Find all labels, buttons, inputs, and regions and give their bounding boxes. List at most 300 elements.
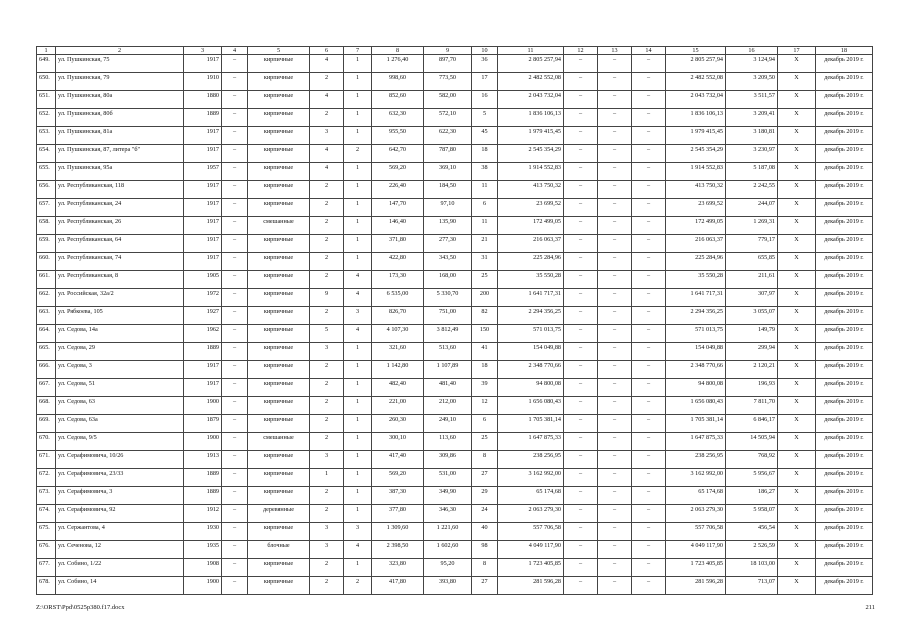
date-cell: декабрь 2019 г. xyxy=(816,415,873,433)
cost-total-cell: 154 049,88 xyxy=(666,343,726,361)
col12-cell: – xyxy=(564,397,598,415)
date-cell: декабрь 2019 г. xyxy=(816,487,873,505)
col12-cell: – xyxy=(564,109,598,127)
address-cell: ул. Республиканская, 64 xyxy=(56,235,184,253)
floors-cell: 9 xyxy=(310,289,344,307)
year-cell: 1962 xyxy=(184,325,222,343)
address-cell: ул. Седова, 63а xyxy=(56,415,184,433)
area-living-cell: 369,10 xyxy=(424,163,472,181)
rate-cell: 196,93 xyxy=(726,379,778,397)
cost-total-cell: 23 699,52 xyxy=(666,199,726,217)
col12-cell: – xyxy=(564,487,598,505)
area-total-cell: 826,70 xyxy=(372,307,424,325)
address-cell: ул. Сеченова, 12 xyxy=(56,541,184,559)
residents-cell: 5 xyxy=(472,109,498,127)
col17-cell: Х xyxy=(778,469,816,487)
address-cell: ул. Седова, 63 xyxy=(56,397,184,415)
col13-cell: – xyxy=(598,523,632,541)
area-living-cell: 97,10 xyxy=(424,199,472,217)
residents-cell: 150 xyxy=(472,325,498,343)
floors-cell: 2 xyxy=(310,73,344,91)
area-total-cell: 147,70 xyxy=(372,199,424,217)
row-number: 651. xyxy=(37,91,56,109)
cost-total-cell: 4 049 117,90 xyxy=(666,541,726,559)
cost-cell: 557 706,58 xyxy=(498,523,564,541)
rate-cell: 5 187,08 xyxy=(726,163,778,181)
material-cell: кирпичные xyxy=(248,325,310,343)
area-total-cell: 387,30 xyxy=(372,487,424,505)
col7-cell: 1 xyxy=(344,451,372,469)
row-number: 662. xyxy=(37,289,56,307)
rate-cell: 211,61 xyxy=(726,271,778,289)
col17-cell: Х xyxy=(778,271,816,289)
date-cell: декабрь 2019 г. xyxy=(816,253,873,271)
cost-total-cell: 1 705 381,14 xyxy=(666,415,726,433)
col14-cell: – xyxy=(632,451,666,469)
col12-cell: – xyxy=(564,451,598,469)
col12-cell: – xyxy=(564,217,598,235)
col13-cell: – xyxy=(598,127,632,145)
col13-cell: – xyxy=(598,433,632,451)
address-cell: ул. Пушкинская, 81а xyxy=(56,127,184,145)
residents-cell: 18 xyxy=(472,145,498,163)
date-cell: декабрь 2019 г. xyxy=(816,361,873,379)
floors-cell: 2 xyxy=(310,307,344,325)
year-cell: 1972 xyxy=(184,289,222,307)
cost-cell: 216 063,37 xyxy=(498,235,564,253)
table-row xyxy=(37,199,873,217)
area-living-cell: 897,70 xyxy=(424,55,472,73)
row-number: 649. xyxy=(37,55,56,73)
address-cell: ул. Пушкинская, 79 xyxy=(56,73,184,91)
table-row xyxy=(37,361,873,379)
date-cell: декабрь 2019 г. xyxy=(816,469,873,487)
cost-cell: 154 049,88 xyxy=(498,343,564,361)
rate-cell: 14 505,94 xyxy=(726,433,778,451)
col17-cell: Х xyxy=(778,181,816,199)
date-cell: декабрь 2019 г. xyxy=(816,451,873,469)
col13-cell: – xyxy=(598,55,632,73)
col13-cell: – xyxy=(598,73,632,91)
col12-cell: – xyxy=(564,181,598,199)
col13-cell: – xyxy=(598,253,632,271)
material-cell: кирпичные xyxy=(248,307,310,325)
area-living-cell: 249,10 xyxy=(424,415,472,433)
table-row xyxy=(37,505,873,523)
residents-cell: 18 xyxy=(472,361,498,379)
col13-cell: – xyxy=(598,199,632,217)
column-header: 11 xyxy=(498,47,564,55)
cost-cell: 2 063 279,30 xyxy=(498,505,564,523)
year-cell: 1917 xyxy=(184,253,222,271)
table-row xyxy=(37,127,873,145)
year-cell: 1917 xyxy=(184,145,222,163)
table-row xyxy=(37,307,873,325)
col17-cell: Х xyxy=(778,451,816,469)
col17-cell: Х xyxy=(778,343,816,361)
floors-cell: 2 xyxy=(310,559,344,577)
cost-cell: 2 805 257,94 xyxy=(498,55,564,73)
date-cell: декабрь 2019 г. xyxy=(816,145,873,163)
address-cell: ул. Серафимовича, 10/26 xyxy=(56,451,184,469)
col12-cell: – xyxy=(564,433,598,451)
floors-cell: 1 xyxy=(310,469,344,487)
col7-cell: 4 xyxy=(344,289,372,307)
table-row xyxy=(37,181,873,199)
cost-total-cell: 281 596,28 xyxy=(666,577,726,595)
year-cell: 1905 xyxy=(184,271,222,289)
column-header: 1 xyxy=(37,47,56,55)
col4-cell: – xyxy=(222,145,248,163)
cost-cell: 281 596,28 xyxy=(498,577,564,595)
area-living-cell: 531,00 xyxy=(424,469,472,487)
col13-cell: – xyxy=(598,343,632,361)
column-header: 17 xyxy=(778,47,816,55)
area-total-cell: 852,60 xyxy=(372,91,424,109)
date-cell: декабрь 2019 г. xyxy=(816,73,873,91)
register-table xyxy=(36,46,873,595)
area-living-cell: 212,00 xyxy=(424,397,472,415)
date-cell: декабрь 2019 г. xyxy=(816,397,873,415)
area-living-cell: 346,30 xyxy=(424,505,472,523)
col14-cell: – xyxy=(632,199,666,217)
cost-total-cell: 571 013,75 xyxy=(666,325,726,343)
col7-cell: 1 xyxy=(344,55,372,73)
col17-cell: Х xyxy=(778,361,816,379)
area-total-cell: 377,80 xyxy=(372,505,424,523)
cost-total-cell: 1 836 106,13 xyxy=(666,109,726,127)
area-living-cell: 343,50 xyxy=(424,253,472,271)
area-total-cell: 632,30 xyxy=(372,109,424,127)
col12-cell: – xyxy=(564,55,598,73)
col4-cell: – xyxy=(222,271,248,289)
table-row xyxy=(37,541,873,559)
cost-total-cell: 1 914 552,83 xyxy=(666,163,726,181)
residents-cell: 38 xyxy=(472,163,498,181)
material-cell: кирпичные xyxy=(248,577,310,595)
table-row xyxy=(37,379,873,397)
row-number: 658. xyxy=(37,217,56,235)
col14-cell: – xyxy=(632,379,666,397)
col17-cell: Х xyxy=(778,289,816,307)
table-row xyxy=(37,145,873,163)
material-cell: блочные xyxy=(248,541,310,559)
date-cell: декабрь 2019 г. xyxy=(816,325,873,343)
col17-cell: Х xyxy=(778,145,816,163)
col4-cell: – xyxy=(222,127,248,145)
col17-cell: Х xyxy=(778,415,816,433)
material-cell: кирпичные xyxy=(248,343,310,361)
col7-cell: 1 xyxy=(344,469,372,487)
cost-cell: 225 284,96 xyxy=(498,253,564,271)
date-cell: декабрь 2019 г. xyxy=(816,379,873,397)
cost-total-cell: 1 656 080,43 xyxy=(666,397,726,415)
date-cell: декабрь 2019 г. xyxy=(816,289,873,307)
year-cell: 1930 xyxy=(184,523,222,541)
col12-cell: – xyxy=(564,163,598,181)
area-total-cell: 1 309,60 xyxy=(372,523,424,541)
address-cell: ул. Седова, 9/5 xyxy=(56,433,184,451)
col17-cell: Х xyxy=(778,91,816,109)
residents-cell: 17 xyxy=(472,73,498,91)
floors-cell: 3 xyxy=(310,343,344,361)
col12-cell: – xyxy=(564,343,598,361)
col12-cell: – xyxy=(564,73,598,91)
table-row xyxy=(37,253,873,271)
col4-cell: – xyxy=(222,415,248,433)
col4-cell: – xyxy=(222,325,248,343)
date-cell: декабрь 2019 г. xyxy=(816,577,873,595)
area-total-cell: 569,20 xyxy=(372,163,424,181)
cost-total-cell: 413 750,32 xyxy=(666,181,726,199)
rate-cell: 3 055,07 xyxy=(726,307,778,325)
rate-cell: 244,07 xyxy=(726,199,778,217)
col7-cell: 1 xyxy=(344,181,372,199)
column-header: 12 xyxy=(564,47,598,55)
col14-cell: – xyxy=(632,361,666,379)
rate-cell: 307,97 xyxy=(726,289,778,307)
area-living-cell: 751,00 xyxy=(424,307,472,325)
col14-cell: – xyxy=(632,325,666,343)
residents-cell: 25 xyxy=(472,433,498,451)
floors-cell: 5 xyxy=(310,325,344,343)
address-cell: ул. Республиканская, 26 xyxy=(56,217,184,235)
cost-cell: 2 348 770,66 xyxy=(498,361,564,379)
col7-cell: 1 xyxy=(344,73,372,91)
material-cell: кирпичные xyxy=(248,469,310,487)
col4-cell: – xyxy=(222,73,248,91)
material-cell: кирпичные xyxy=(248,73,310,91)
residents-cell: 11 xyxy=(472,217,498,235)
table-row xyxy=(37,487,873,505)
cost-cell: 1 723 405,85 xyxy=(498,559,564,577)
address-cell: ул. Российская, 32а/2 xyxy=(56,289,184,307)
year-cell: 1917 xyxy=(184,379,222,397)
col17-cell: Х xyxy=(778,127,816,145)
material-cell: кирпичные xyxy=(248,415,310,433)
area-living-cell: 135,90 xyxy=(424,217,472,235)
cost-cell: 94 800,08 xyxy=(498,379,564,397)
col14-cell: – xyxy=(632,109,666,127)
col4-cell: – xyxy=(222,199,248,217)
floors-cell: 3 xyxy=(310,127,344,145)
col7-cell: 1 xyxy=(344,397,372,415)
floors-cell: 3 xyxy=(310,451,344,469)
col17-cell: Х xyxy=(778,109,816,127)
table-row xyxy=(37,397,873,415)
rate-cell: 3 511,57 xyxy=(726,91,778,109)
table-row xyxy=(37,451,873,469)
cost-total-cell: 65 174,68 xyxy=(666,487,726,505)
floors-cell: 2 xyxy=(310,379,344,397)
rate-cell: 1 269,31 xyxy=(726,217,778,235)
floors-cell: 2 xyxy=(310,415,344,433)
col4-cell: – xyxy=(222,217,248,235)
col13-cell: – xyxy=(598,379,632,397)
area-total-cell: 260,30 xyxy=(372,415,424,433)
col4-cell: – xyxy=(222,253,248,271)
row-number: 656. xyxy=(37,181,56,199)
cost-total-cell: 2 348 770,66 xyxy=(666,361,726,379)
area-living-cell: 113,60 xyxy=(424,433,472,451)
col14-cell: – xyxy=(632,73,666,91)
rate-cell: 5 958,07 xyxy=(726,505,778,523)
table-row xyxy=(37,523,873,541)
rate-cell: 2 242,55 xyxy=(726,181,778,199)
col4-cell: – xyxy=(222,289,248,307)
area-total-cell: 4 107,30 xyxy=(372,325,424,343)
residents-cell: 8 xyxy=(472,559,498,577)
table-row xyxy=(37,235,873,253)
col17-cell: Х xyxy=(778,541,816,559)
row-number: 670. xyxy=(37,433,56,451)
date-cell: декабрь 2019 г. xyxy=(816,523,873,541)
row-number: 674. xyxy=(37,505,56,523)
col12-cell: – xyxy=(564,523,598,541)
col12-cell: – xyxy=(564,145,598,163)
col13-cell: – xyxy=(598,289,632,307)
row-number: 655. xyxy=(37,163,56,181)
table-row xyxy=(37,163,873,181)
cost-cell: 1 914 552,83 xyxy=(498,163,564,181)
area-living-cell: 168,00 xyxy=(424,271,472,289)
rate-cell: 7 811,70 xyxy=(726,397,778,415)
col7-cell: 1 xyxy=(344,433,372,451)
floors-cell: 2 xyxy=(310,433,344,451)
col4-cell: – xyxy=(222,163,248,181)
year-cell: 1917 xyxy=(184,199,222,217)
col14-cell: – xyxy=(632,271,666,289)
col4-cell: – xyxy=(222,397,248,415)
col14-cell: – xyxy=(632,55,666,73)
date-cell: декабрь 2019 г. xyxy=(816,163,873,181)
cost-cell: 413 750,32 xyxy=(498,181,564,199)
cost-total-cell: 216 063,37 xyxy=(666,235,726,253)
residents-cell: 39 xyxy=(472,379,498,397)
area-living-cell: 277,30 xyxy=(424,235,472,253)
column-header: 9 xyxy=(424,47,472,55)
floors-cell: 2 xyxy=(310,109,344,127)
address-cell: ул. Серафимовича, 23/33 xyxy=(56,469,184,487)
residents-cell: 29 xyxy=(472,487,498,505)
address-cell: ул. Седова, 3 xyxy=(56,361,184,379)
col12-cell: – xyxy=(564,415,598,433)
year-cell: 1917 xyxy=(184,235,222,253)
col14-cell: – xyxy=(632,397,666,415)
col4-cell: – xyxy=(222,91,248,109)
residents-cell: 11 xyxy=(472,181,498,199)
residents-cell: 31 xyxy=(472,253,498,271)
col13-cell: – xyxy=(598,181,632,199)
col12-cell: – xyxy=(564,541,598,559)
area-total-cell: 221,00 xyxy=(372,397,424,415)
floors-cell: 2 xyxy=(310,577,344,595)
row-number: 664. xyxy=(37,325,56,343)
col7-cell: 1 xyxy=(344,487,372,505)
year-cell: 1889 xyxy=(184,343,222,361)
year-cell: 1889 xyxy=(184,469,222,487)
col14-cell: – xyxy=(632,253,666,271)
address-cell: ул. Пушкинская, 80б xyxy=(56,109,184,127)
residents-cell: 6 xyxy=(472,415,498,433)
cost-cell: 1 979 415,45 xyxy=(498,127,564,145)
table-row xyxy=(37,271,873,289)
column-header: 8 xyxy=(372,47,424,55)
cost-total-cell: 2 063 279,30 xyxy=(666,505,726,523)
col14-cell: – xyxy=(632,541,666,559)
col4-cell: – xyxy=(222,343,248,361)
cost-total-cell: 1 641 717,31 xyxy=(666,289,726,307)
rate-cell: 18 103,00 xyxy=(726,559,778,577)
col12-cell: – xyxy=(564,199,598,217)
cost-total-cell: 2 294 356,25 xyxy=(666,307,726,325)
cost-total-cell: 1 723 405,85 xyxy=(666,559,726,577)
rate-cell: 299,94 xyxy=(726,343,778,361)
row-number: 660. xyxy=(37,253,56,271)
floors-cell: 2 xyxy=(310,235,344,253)
cost-cell: 1 647 875,33 xyxy=(498,433,564,451)
col14-cell: – xyxy=(632,415,666,433)
residents-cell: 36 xyxy=(472,55,498,73)
col7-cell: 1 xyxy=(344,217,372,235)
floors-cell: 3 xyxy=(310,541,344,559)
col12-cell: – xyxy=(564,235,598,253)
year-cell: 1912 xyxy=(184,505,222,523)
area-living-cell: 1 221,60 xyxy=(424,523,472,541)
col12-cell: – xyxy=(564,325,598,343)
cost-total-cell: 557 706,58 xyxy=(666,523,726,541)
material-cell: смешанные xyxy=(248,217,310,235)
address-cell: ул. Серафимовича, 92 xyxy=(56,505,184,523)
area-total-cell: 1 142,80 xyxy=(372,361,424,379)
material-cell: кирпичные xyxy=(248,91,310,109)
cost-total-cell: 1 647 875,33 xyxy=(666,433,726,451)
table-row xyxy=(37,415,873,433)
column-header: 3 xyxy=(184,47,222,55)
area-total-cell: 482,40 xyxy=(372,379,424,397)
address-cell: ул. Пушкинская, 95а xyxy=(56,163,184,181)
col7-cell: 1 xyxy=(344,505,372,523)
column-header: 2 xyxy=(56,47,184,55)
col4-cell: – xyxy=(222,235,248,253)
row-number: 652. xyxy=(37,109,56,127)
col13-cell: – xyxy=(598,541,632,559)
residents-cell: 6 xyxy=(472,199,498,217)
area-total-cell: 642,70 xyxy=(372,145,424,163)
col7-cell: 3 xyxy=(344,523,372,541)
floors-cell: 2 xyxy=(310,361,344,379)
table-row xyxy=(37,559,873,577)
col7-cell: 1 xyxy=(344,379,372,397)
row-number: 654. xyxy=(37,145,56,163)
col14-cell: – xyxy=(632,559,666,577)
material-cell: кирпичные xyxy=(248,109,310,127)
address-cell: ул. Республиканская, 74 xyxy=(56,253,184,271)
rate-cell: 149,79 xyxy=(726,325,778,343)
cost-total-cell: 2 482 552,08 xyxy=(666,73,726,91)
address-cell: ул. Седова, 14а xyxy=(56,325,184,343)
col13-cell: – xyxy=(598,559,632,577)
area-living-cell: 184,50 xyxy=(424,181,472,199)
residents-cell: 21 xyxy=(472,235,498,253)
col7-cell: 1 xyxy=(344,559,372,577)
year-cell: 1917 xyxy=(184,55,222,73)
year-cell: 1935 xyxy=(184,541,222,559)
cost-total-cell: 225 284,96 xyxy=(666,253,726,271)
col4-cell: – xyxy=(222,181,248,199)
area-living-cell: 787,80 xyxy=(424,145,472,163)
col13-cell: – xyxy=(598,325,632,343)
